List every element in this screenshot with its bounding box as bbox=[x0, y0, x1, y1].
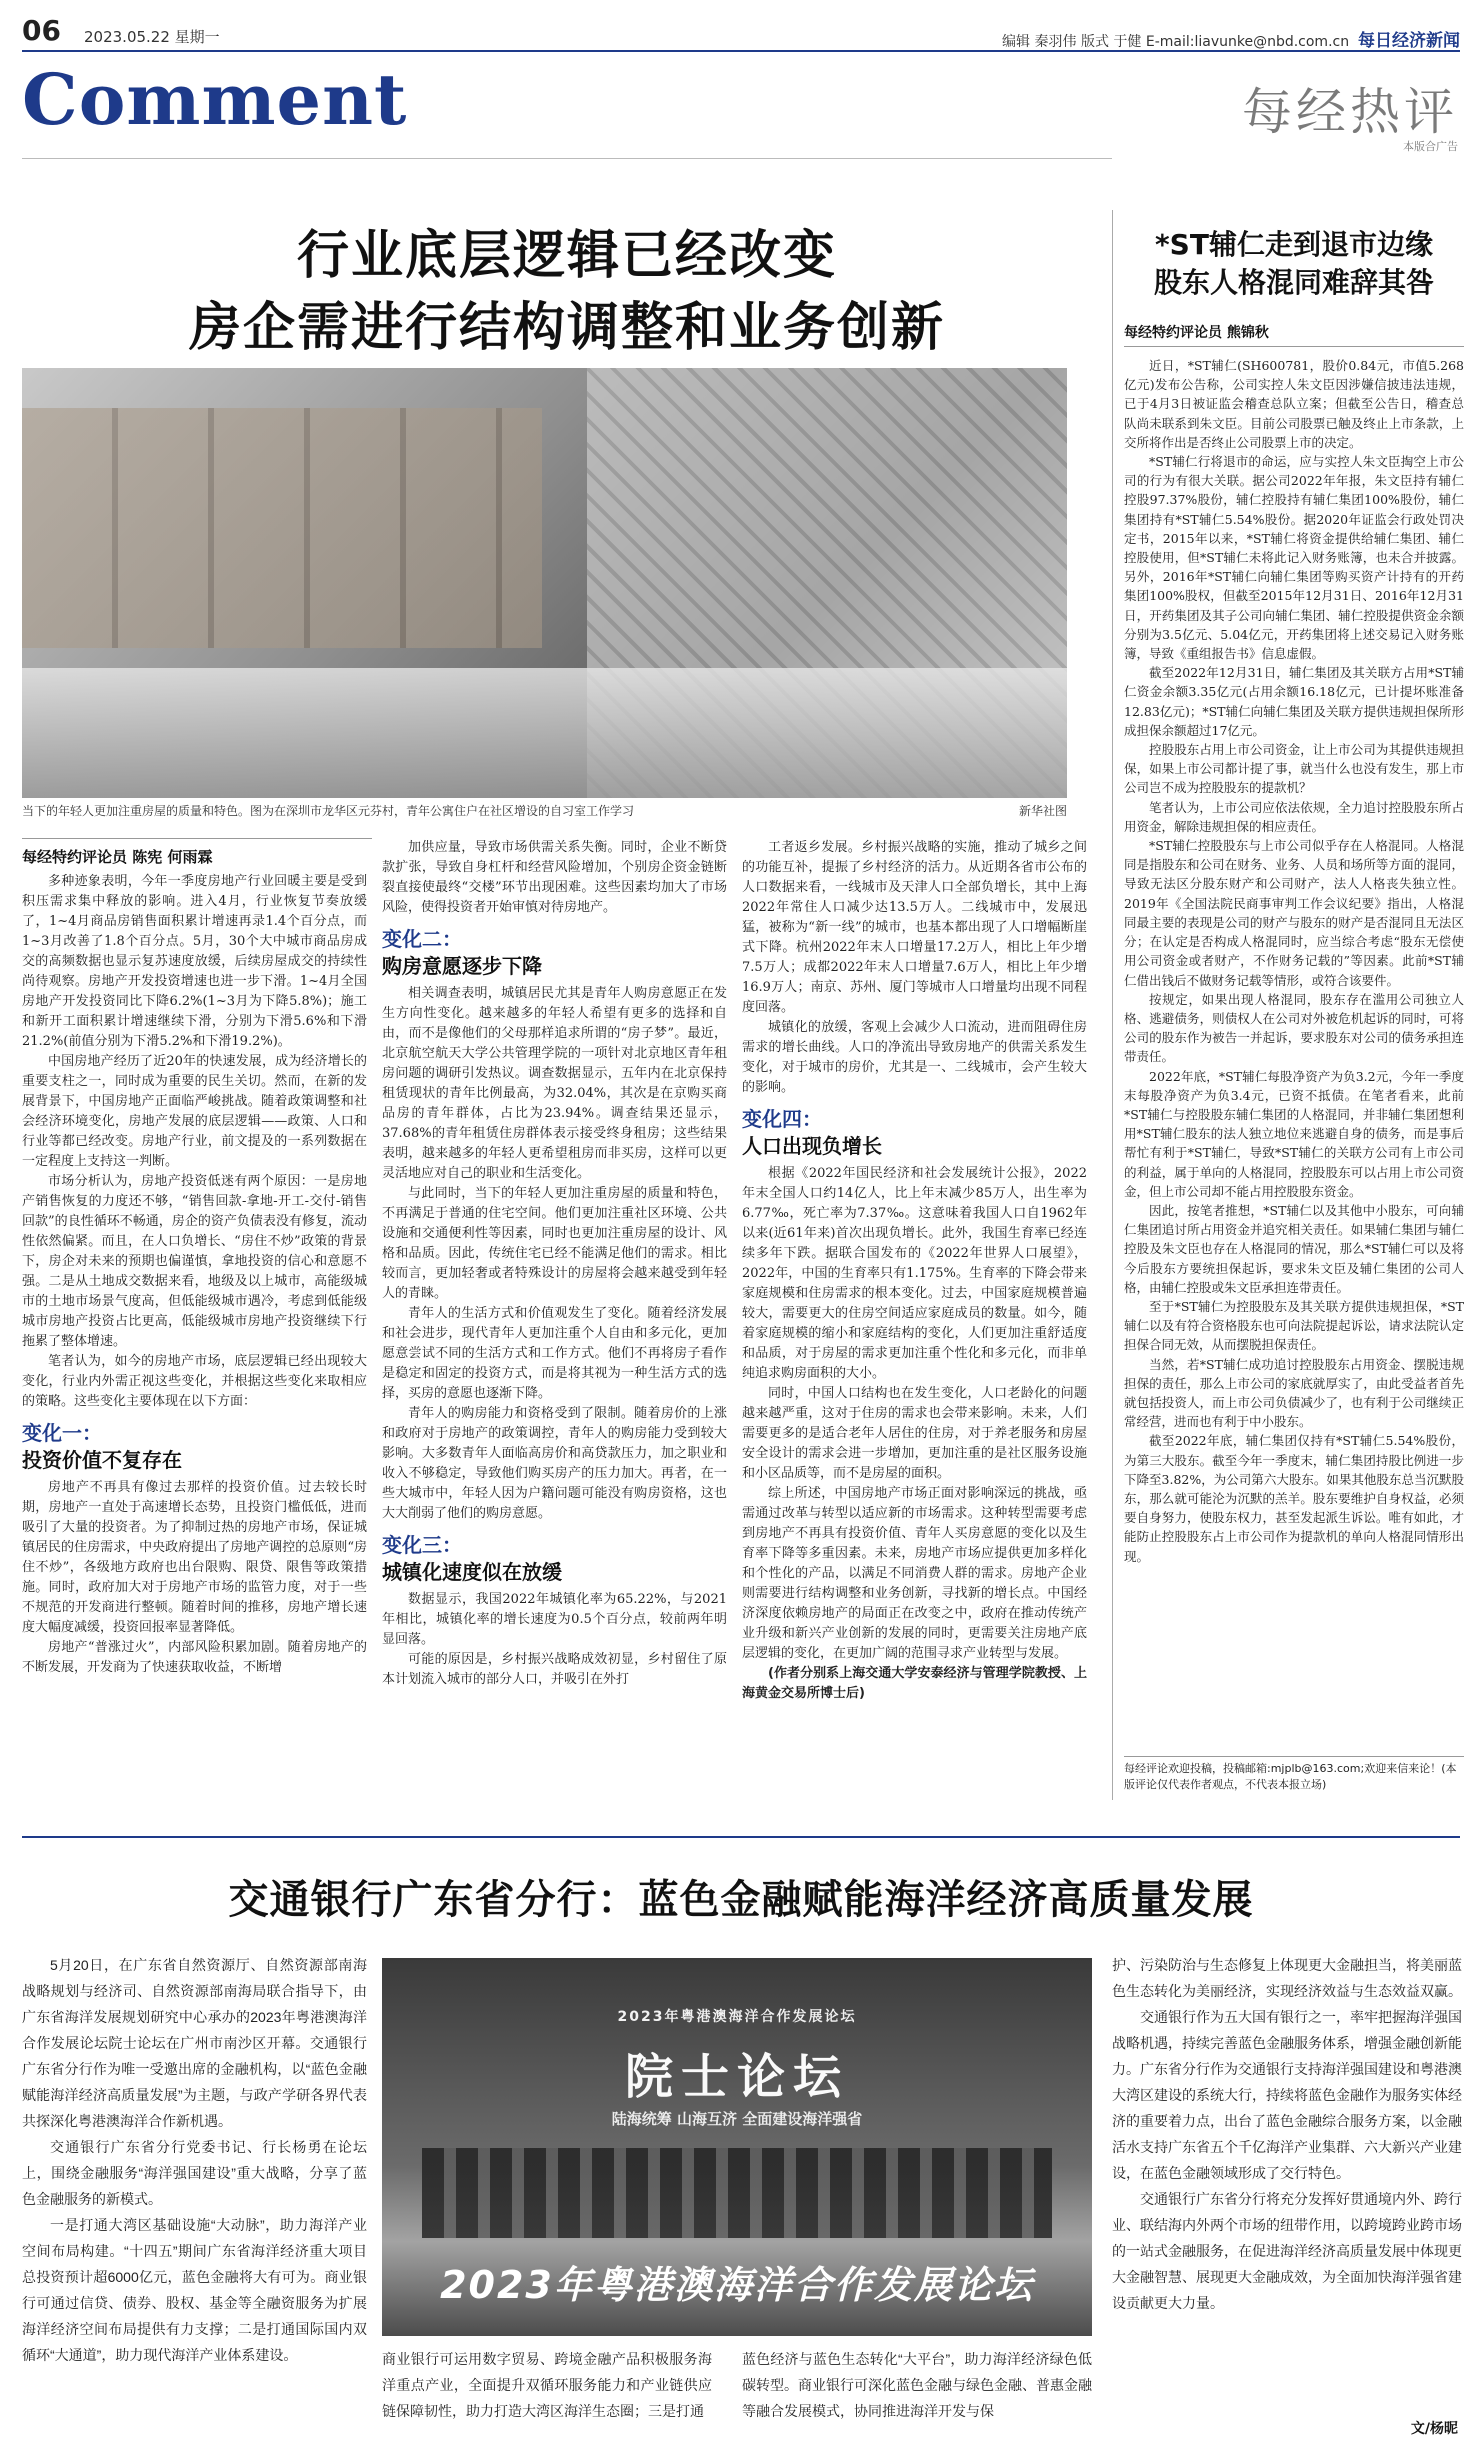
paragraph: 根据《2022年国民经济和社会发展统计公报》，2022年末全国人口约14亿人，比上年末减少85万人，出生率为6.77‰，死亡率为7.37‰。这意味着我国人口自1962年以来(近61年来)首次出现负增长。此外，我国生育率已经连续多年下跌。据联合国发布的《2022年世界人口展望》，2022年，中国的生育率只有1.175%。生育率的下降会带来家庭规模和住房需求的根本变化。过去，中国家庭规模普遍较大，需要更大的住房空间适应家庭成员的数量。如今，随着家庭规模的缩小和家庭结构的变化，人们更加注重舒适度和品质，对于房屋的需求更加注重个性化和多元化，而非单纯追求购房面积的大小。 bbox=[742, 1166, 1087, 1381]
subhead-kicker: 变化四： bbox=[742, 1107, 822, 1131]
section-title: 每经热评 bbox=[1242, 83, 1458, 141]
side-headline-line1: *ST辅仁走到退市边缘 bbox=[1155, 228, 1433, 261]
issue-date: 2023.05.22 星期一 bbox=[84, 28, 220, 46]
paragraph: 房地产不再具有像过去那样的投资价值。过去较长时期，房地产一直处于高速增长态势，且投资门槛低低，进而吸引了大量的投资者。为了抑制过热的房地产市场，保证城镇居民的住房需求，中央政府提出了房地产调控的总原则“房住不炒”，各级地方政府也出台限购、限贷、限售等政策措施。同时，政府加大对于房地产市场的监管力度，对于一些不规范的开发商进行整顿。随着时间的推移，房地产增长速度大幅度减缓，投资回报率显著降低。 bbox=[22, 1480, 367, 1635]
paragraph: 近日，*ST辅仁(SH600781，股价0.84元，市值5.268亿元)发布公告称，公司实控人朱文臣因涉嫌信披违法违规，已于4月3日被证监会稽查总队立案；但截至公告日，稽查总队尚未联系到朱文臣。目前公司股票已触及终止上市条款，上交所将作出是否终止公司股票上市的决定。 bbox=[1124, 358, 1464, 450]
page-header bbox=[22, 12, 1460, 52]
photo-credit: 新华社图 bbox=[1018, 804, 1067, 818]
main-headline-line1: 行业底层逻辑已经改变 bbox=[296, 226, 837, 286]
subhead-kicker: 变化二： bbox=[382, 927, 462, 951]
side-headline-line2: 股东人格混同难辞其咎 bbox=[1153, 266, 1434, 299]
page-number: 06 bbox=[22, 14, 61, 47]
main-byline: 每经特约评论员 陈宪 何雨霖 bbox=[22, 848, 213, 866]
paragraph: 因此，按笔者推想，*ST辅仁以及其他中小股东，可向辅仁集团追讨所占用资金并追究相关责任。如果辅仁集团与辅仁控股及朱文臣也存在人格混同的情况，那么*ST辅仁可以及将今后股东方要统担保起诉，要求朱文臣及辅仁集团的公司人格，由辅仁控股或朱文臣承担连带责任。 bbox=[1124, 1202, 1464, 1295]
subhead-change-3 bbox=[382, 1532, 727, 1586]
side-byline-divider bbox=[1124, 346, 1464, 347]
paragraph: 交通银行作为五大国有银行之一，率牢把握海洋强国战略机遇，持续完善蓝色金融服务体系，增强金融创新能力。广东省分行作为交通银行支持海洋强国建设和粤港澳大湾区建设的系统大行，持续将蓝色金融作为服务实体经济的重要着力点，出台了蓝色金融综合服务方案，以金融活水支持广东省五个千亿海洋产业集群、六大新兴产业建设，在蓝色金融领域形成了交行特色。 bbox=[1112, 2009, 1462, 2181]
study-room-photo bbox=[22, 368, 1067, 798]
paragraph: *ST辅仁控股股东与上市公司似乎存在人格混同。人格混同是指股东和公司在财务、业务、人员和场所等方面的混同，导致无法区分股东财产和公司财产，法人人格丧失独立性。2019年《全国法院民商事审判工作会议纪要》指出，人格混同最主要的表现是公司的财产与股东的财产是否混同且无法区分；在认定是否构成人格混同时，应当综合考虑“股东无偿使用公司资金或者财产，不作财务记载的”等因素。此前*ST辅仁借出钱后不做财务记载等情形，或符合该要件。 bbox=[1124, 838, 1464, 988]
author-signature: (作者分别系上海交通大学安泰经济与管理学院教授、上海黄金交易所博士后) bbox=[742, 1666, 1087, 1701]
photo-caption bbox=[22, 802, 1067, 819]
subhead-title: 购房意愿逐步下降 bbox=[382, 954, 542, 978]
section-subtitle: 本版合广告 bbox=[1403, 140, 1458, 153]
paragraph: 城镇化的放缓，客观上会减少人口流动，进而阻碍住房需求的增长曲线。人口的净流出导致房地产的供需关系发生变化，对于城市的房价，尤其是一、二线城市，会产生较大的影响。 bbox=[742, 1020, 1087, 1095]
side-byline: 每经特约评论员 熊锦秋 bbox=[1124, 325, 1269, 341]
forum-photo-big-title: 院士论坛 bbox=[624, 2049, 849, 2105]
main-headline-line2: 房企需进行结构调整和业务创新 bbox=[188, 298, 945, 358]
subhead-title: 投资价值不复存在 bbox=[22, 1448, 182, 1472]
paragraph: 控股股东占用上市公司资金，让上市公司为其提供违规担保，如果上市公司都计提了事，就当什么也没有发生，那上市公司岂不成为控股股东的提款机？ bbox=[1124, 742, 1464, 796]
subhead-change-4 bbox=[742, 1106, 1087, 1160]
side-article-body bbox=[1124, 356, 1464, 1566]
paragraph: 一是打通大湾区基础设施“大动脉”，助力海洋产业空间布局构建。“十四五”期间广东省海洋经济重大项目总投资预计超6000亿元，蓝色金融将大有可为。商业银行可通过信贷、债券、股权、基金等全融资服务为扩展海洋经济空间布局提供有力支撑；二是打通国际国内双循环“大通道”，助力现代海洋产业体系建设。 bbox=[22, 2217, 367, 2363]
forum-photo-slogan: 陆海统筹 山海互济 全面建设海洋强省 bbox=[611, 2110, 863, 2128]
forum-photo-attendees bbox=[422, 2148, 1052, 2238]
paragraph: 房地产“普涨过火”，内部风险积累加剧。随着房地产的不断发展，开发商为了快速获取收益，不断增 bbox=[22, 1640, 367, 1675]
paragraph: 青年人的生活方式和价值观发生了变化。随着经济发展和社会进步，现代青年人更加注重个人自由和多元化，更加愿意尝试不同的生活方式和工作方式。他们不再将房子看作是稳定和固定的投资方式，而是将其视为一种生活方式的选择，买房的意愿也逐渐下降。 bbox=[382, 1306, 727, 1401]
paragraph: 中国房地产经历了近20年的快速发展，成为经济增长的重要支柱之一，同时成为重要的民生关切。然而，在新的发展背景下，中国房地产正面临严峻挑战。随着政策调整和社会经济环境变化，房地产发展的底层逻辑——政策、人口和行业等都已经改变。房地产行业，前文提及的一系列数据在一定程度上支持这一判断。 bbox=[22, 1054, 367, 1169]
subhead-change-1 bbox=[22, 1420, 367, 1474]
submission-notice: 每经评论欢迎投稿，投稿邮箱:mjplb@163.com;欢迎来信来论！(本版评论仅代表作者观点，不代表本报立场) bbox=[1124, 1756, 1464, 1793]
paragraph: 截至2022年底，辅仁集团仅持有*ST辅仁5.54%股份，为第三大股东。截至今年一季度末，辅仁集团持股比例进一步下降至3.82%，为公司第六大股东。如果其他股东总当沉默股东，那么就可能沦为沉默的羔羊。股东要维护自身权益，必须要自身努力，使股东权力，甚至发起派生诉讼。唯有如此，才能防止控股股东占上市公司作为提款机的单向人格混同情形出现。 bbox=[1124, 1433, 1464, 1564]
subhead-kicker: 变化一： bbox=[22, 1421, 102, 1445]
column-divider bbox=[1112, 210, 1113, 1800]
paragraph: 综上所述，中国房地产市场正面对影响深远的挑战，亟需通过改革与转型以适应新的市场需求。这种转型需要考虑到房地产不再具有投资价值、青年人买房意愿的变化以及生育率下降等多重因素。未来，房地产市场应提供更加多样化和个性化的产品，以满足不同消费人群的需求。房地产企业则需要进行结构调整和业务创新，寻找新的增长点。中国经济深度依赖房地产的局面正在改变之中，政府在推动传统产业升级和新兴产业创新的发展的同时，更需要关注房地产底层逻辑的变化，在更加广阔的范围寻求产业转型与发展。 bbox=[742, 1486, 1087, 1661]
paragraph: 工者返乡发展。乡村振兴战略的实施，推动了城乡之间的功能互补，提振了乡村经济的活力。从近期各省市公布的人口数据来看，一线城市及天津人口全部负增长，其中上海2022年常住人口减少达13.5万人。二线城市中，发展迅猛，被称为“新一线”的城市，也基本都出现了人口增幅断崖式下降。杭州2022年末人口增量17.2万人，相比上年少增7.5万人；成都2022年末人口增量7.6万人，相比上年少增16.9万人；南京、苏州、厦门等城市人口增量均出现不同程度回落。 bbox=[742, 840, 1087, 1015]
paragraph: 蓝色经济与蓝色生态转化“大平台”，助力海洋经济绿色低碳转型。商业银行可深化蓝色金融与绿色金融、普惠金融等融合发展模式，协同推进海洋开发与保 bbox=[742, 2351, 1092, 2419]
paragraph: 数据显示，我国2022年城镇化率为65.22%，与2021年相比，城镇化率的增长速度为0.5个百分点，较前两年明显回落。 bbox=[382, 1592, 727, 1647]
paragraph: 笔者认为，如今的房地产市场，底层逻辑已经出现较大变化，行业内外需正视这些变化，并根据这些变化来取相应的策略。这些变化主要体现在以下方面： bbox=[22, 1354, 367, 1409]
forum-photo-banner: 2023年粤港澳海洋合作发展论坛 bbox=[440, 2263, 1034, 2307]
paragraph: 交通银行广东省分行党委书记、行长杨勇在论坛上，围绕金融服务“海洋强国建设”重大战略，分享了蓝色金融服务的新模式。 bbox=[22, 2139, 367, 2207]
main-headline bbox=[22, 220, 1112, 364]
subhead-kicker: 变化三： bbox=[382, 1533, 462, 1557]
article-column-3 bbox=[742, 838, 1087, 1704]
paragraph: 5月20日，在广东省自然资源厅、自然资源部南海战略规划与经济司、自然资源部南海局联合指导下，由广东省海洋发展规划研究中心承办的2023年粤港澳海洋合作发展论坛院士论坛在广州市南沙区开幕。交通银行广东省分行作为唯一受邀出席的金融机构，以“蓝色金融赋能海洋经济高质量发展”为主题，与政产学研各界代表共探深化粤港澳海洋合作新机遇。 bbox=[22, 1957, 367, 2129]
paragraph: 与此同时，当下的年轻人更加注重房屋的质量和特色，不再满足于普通的住宅空间。他们更加注重社区环境、公共设施和交通便利性等因素，同时也更加注重房屋的设计、风格和品质。因此，传统住宅已经不能满足他们的需求。相比较而言，更加轻奢或者特殊设计的房屋将会越来越受到年轻人的青睐。 bbox=[382, 1186, 727, 1301]
paper-name: 每日经济新闻 bbox=[1358, 31, 1460, 51]
paragraph: 交通银行广东省分行将充分发挥好贯通境内外、跨行业、联结海内外两个市场的纽带作用，以跨境跨业跨市场的一站式金融服务，在促进海洋经济高质量发展中体现更大金融智慧、展现更大金融成效，为全面加快海洋强省建设贡献更大力量。 bbox=[1112, 2191, 1462, 2311]
paragraph: 市场分析认为，房地产投资低迷有两个原因：一是房地产销售恢复的力度还不够，“销售回款-拿地-开工-交付-销售回款”的良性循环不畅通，房企的资产负债表没有修复，流动性依然偏紧。而且，在人口负增长、“房住不炒”政策的背景下，房企对未来的预期也偏谨慎，拿地投资的信心和意愿不强。二是从土地成交数据来看，地级及以上城市，高能级城市的土地市场景气度高，但低能级城市遇冷，考虑到低能级城市房地产投资占比更高，低能级城市房地产投资继续下行拖累了整体增速。 bbox=[22, 1174, 367, 1349]
editor-line: 编辑 秦羽伟 版式 于健 E-mail:liavunke@nbd.com.cn bbox=[1002, 34, 1350, 50]
ad-column-middle-right bbox=[742, 2346, 1092, 2424]
paragraph: 相关调查表明，城镇居民尤其是青年人购房意愿正在发生方向性变化。越来越多的年轻人希望有更多的选择和自由，而不是像他们的父母那样追求所谓的“房子梦”。最近，北京航空航天大学公共管理学院的一项针对北京地区青年租房问题的调研引发热议。调查数据显示，五年内在北京保持租赁现状的青年比例最高，为32.04%，其次是在京购买商品房的青年群体，占比为23.94%。调查结果还显示，37.68%的青年租赁住房群体表示接受终身租房；这些结果表明，越来越多的年轻人更希望租房而非买房，这样可以更灵活地应对自己的职业和生活变化。 bbox=[382, 986, 727, 1181]
paragraph: 当然，若*ST辅仁成功追讨控股股东占用资金、摆脱违规担保的责任，那么上市公司的家底就厚实了，由此受益者首先就包括投资人，而上市公司负债减少了，也有利于公司继续正常经营，进而也有利于中小股东。 bbox=[1124, 1356, 1464, 1430]
photo-bookshelf bbox=[22, 408, 542, 648]
paragraph: 2022年底，*ST辅仁每股净资产为负3.2元，今年一季度末每股净资产为负3.4元，已资不抵债。在笔者看来，此前*ST辅仁与控股股东辅仁集团的人格混同，并非辅仁集团想利用*ST辅仁股东的法人独立地位来逃避自身的债务，而是事后帮忙有利于*ST辅仁，导致*ST辅仁的关联方公司有上市公司的利益，属于单向的人格混同，控股股东可以占用上市公司资金，但上市公司却不能占用控股股东资金。 bbox=[1124, 1068, 1464, 1199]
paragraph: 同时，中国人口结构也在发生变化，人口老龄化的问题越来越严重，这对于住房的需求也会带来影响。未来，人们需要更多的是适合老年人居住的住房，对于养老服务和房屋安全设计的需求会进一步增加，更加注重的是社区服务设施和小区品质等，而不是房屋的面积。 bbox=[742, 1386, 1087, 1481]
paragraph: 笔者认为，上市公司应依法依规，全力追讨控股股东所占用资金，解除违规担保的相应责任。 bbox=[1124, 799, 1464, 834]
editor-info bbox=[1002, 26, 1460, 51]
ad-column-middle bbox=[382, 2346, 712, 2424]
subhead-title: 城镇化速度似在放缓 bbox=[382, 1560, 562, 1584]
article-column-2 bbox=[382, 838, 727, 1690]
paragraph: 多种迹象表明，今年一季度房地产行业回暖主要是受到积压需求集中释放的影响。进入4月，行业恢复节奏放缓了，1~4月商品房销售面积累计增速再录1.4个百分点，而1~3月改善了1.8个百分点。5月，30个大中城市商品房成交的高频数据也显示复苏速度放缓，后续房屋成交的持续性尚待观察。房地产开发投资增速也进一步下滑。1~4月全国房地产开发投资同比下降6.2%(1~3月为下降5.8%)；施工和新开工面积累计增速继续下滑，分别为下滑5.6%和下滑21.2%(前值分别为下滑5.2%和下滑19.2%)。 bbox=[22, 874, 367, 1049]
subhead-title: 人口出现负增长 bbox=[742, 1134, 882, 1158]
paragraph: 可能的原因是，乡村振兴战略成效初显，乡村留住了原本计划流入城市的部分人口，并吸引在外打 bbox=[382, 1652, 727, 1687]
paragraph: 截至2022年12月31日，辅仁集团及其关联方占用*ST辅仁资金余额3.35亿元(占用余额16.18亿元，已计提坏账准备12.83亿元)；*ST辅仁向辅仁集团及关联方提供违规担保所形成担保余额超过17亿元。 bbox=[1124, 665, 1464, 738]
byline-divider bbox=[22, 838, 372, 839]
paragraph: 护、污染防治与生态修复上体现更大金融担当，将美丽蓝色生态转化为美丽经济，实现经济效益与生态效益双赢。 bbox=[1112, 1957, 1462, 1999]
paragraph: 按规定，如果出现人格混同，股东存在滥用公司独立人格、逃避债务，则债权人在公司对外被危机起诉的同时，可将公司的股东作为被告一并起诉，要求股东对公司的债务承担连带责任。 bbox=[1124, 991, 1464, 1065]
comment-logo: Comment bbox=[22, 58, 408, 141]
photo-desk bbox=[22, 668, 1067, 798]
forum-photo bbox=[382, 1958, 1092, 2336]
forum-photo-title: 2023年粤港澳海洋合作发展论坛 bbox=[617, 2009, 857, 2025]
paragraph: 青年人的购房能力和资格受到了限制。随着房价的上涨和政府对于房地产的政策调控，青年人的购房能力受到较大影响。大多数青年人面临高房价和高贷款压力，加之职业和收入不够稳定，导致他们购买房产的压力加大。再者，在一些大城市中，年轻人因为户籍问题可能没有购房资格，这也大大削弱了他们的购房意愿。 bbox=[382, 1406, 727, 1521]
paragraph: 加供应量，导致市场供需关系失衡。同时，企业不断贷款扩张，导致自身杠杆和经营风险增加，个别房企资金链断裂直接使最终“交楼”环节出现困难。这些因素均加大了市场风险，使得投资者开始审慎对待房地产。 bbox=[382, 840, 727, 915]
header-divider bbox=[22, 158, 1112, 159]
paragraph: 商业银行可运用数字贸易、跨境金融产品积极服务海洋重点产业，全面提升双循环服务能力和产业链供应链保障韧性，助力打造大湾区海洋生态圈；三是打通 bbox=[382, 2351, 712, 2419]
ad-editor-credit: 文/杨昵 bbox=[1410, 2421, 1458, 2437]
side-headline bbox=[1124, 226, 1464, 302]
paragraph: 至于*ST辅仁为控股股东及其关联方提供违规担保，*ST辅仁以及有符合资格股东也可向法院提起诉讼，请求法院认定担保合同无效，从而摆脱担保责任。 bbox=[1124, 1298, 1464, 1353]
subhead-change-2 bbox=[382, 926, 727, 980]
paragraph: *ST辅仁行将退市的命运，应与实控人朱文臣掏空上市公司的行为有很大关联。据公司2022年年报，朱文臣持有辅仁控股97.37%股份，辅仁控股持有辅仁集团100%股份，辅仁集团持有*ST辅仁5.54%股份。据2020年证监会行政处罚决定书，2015年以来，*ST辅仁将资金提供给辅仁集团、辅仁控股使用，但*ST辅仁未将此记入财务账簿，也未合并披露。另外，2016年*ST辅仁向辅仁集团等购买资产计持有的开药集团100%股权，但截至2015年12月31日、2016年12月31日，开药集团及其子公司向辅仁集团、辅仁控股提供资金余额分别为3.5亿元、5.04亿元，开药集团将上述交易记入财务账簿，导致《重组报告书》信息虚假。 bbox=[1124, 454, 1464, 662]
photo-caption-text: 当下的年轻人更加注重房屋的质量和特色。图为在深圳市龙华区元芬村，青年公寓住户在社区增设的自习室工作学习 bbox=[22, 804, 635, 818]
ad-column-left bbox=[22, 1952, 367, 2368]
article-column-1 bbox=[22, 872, 367, 1678]
ad-band-divider bbox=[22, 1836, 1460, 1838]
ad-headline: 交通银行广东省分行：蓝色金融赋能海洋经济高质量发展 bbox=[228, 1877, 1254, 1923]
ad-column-right bbox=[1112, 1952, 1462, 2316]
